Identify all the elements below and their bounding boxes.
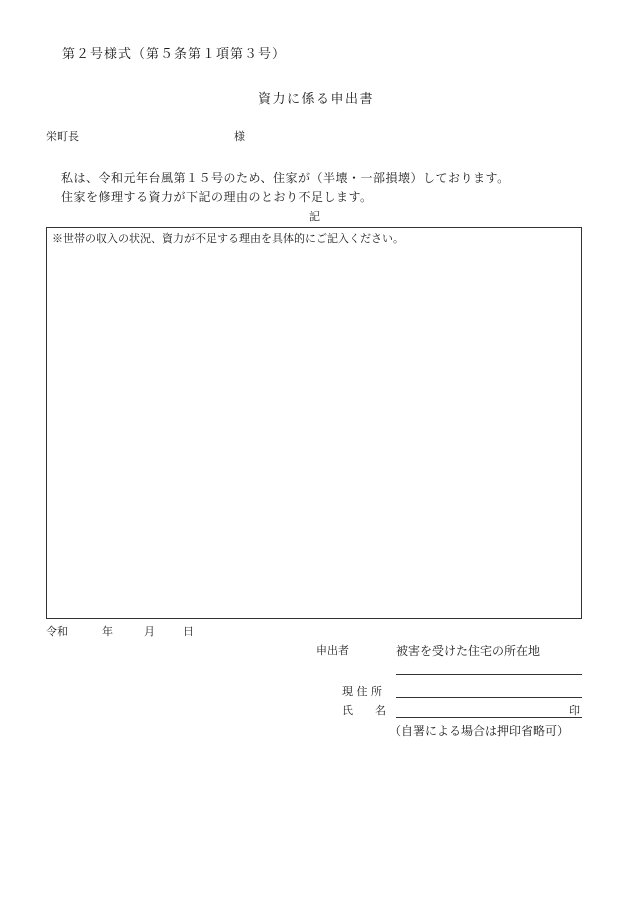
statement-line-1: 私は、令和元年台風第１５号のため、住家が（半壊・一部損壊）しております。 (61, 171, 510, 185)
date-month-label: 月 (144, 625, 155, 638)
ki-heading: 記 (309, 210, 320, 223)
current-address-field[interactable] (396, 697, 582, 698)
document-title: 資力に係る申出書 (258, 92, 375, 107)
seal-note: （自署による場合は押印省略可） (389, 724, 570, 738)
name-field[interactable] (396, 717, 582, 718)
addressee-name: 栄町長 (46, 130, 79, 143)
applicant-label: 申出者 (316, 644, 349, 657)
seal-mark: 印 (569, 704, 580, 717)
name-label: 氏 名 (342, 704, 386, 717)
statement-line-2: 住家を修理する資力が下記の理由のとおり不足します。 (61, 190, 373, 204)
form-number: 第２号様式（第５条第１項第３号） (62, 47, 287, 62)
current-address-label: 現 住 所 (342, 685, 382, 698)
addressee-honorific: 様 (234, 130, 245, 143)
reason-text-area[interactable] (46, 227, 582, 619)
damaged-address-label: 被害を受けた住宅の所在地 (396, 644, 541, 658)
date-year-label: 年 (102, 625, 113, 638)
reason-instruction: ※世帯の収入の状況、資力が不足する理由を具体的にご記入ください。 (52, 232, 404, 245)
date-era: 令和 (46, 625, 68, 638)
damaged-address-field[interactable] (396, 674, 582, 675)
date-day-label: 日 (183, 625, 194, 638)
